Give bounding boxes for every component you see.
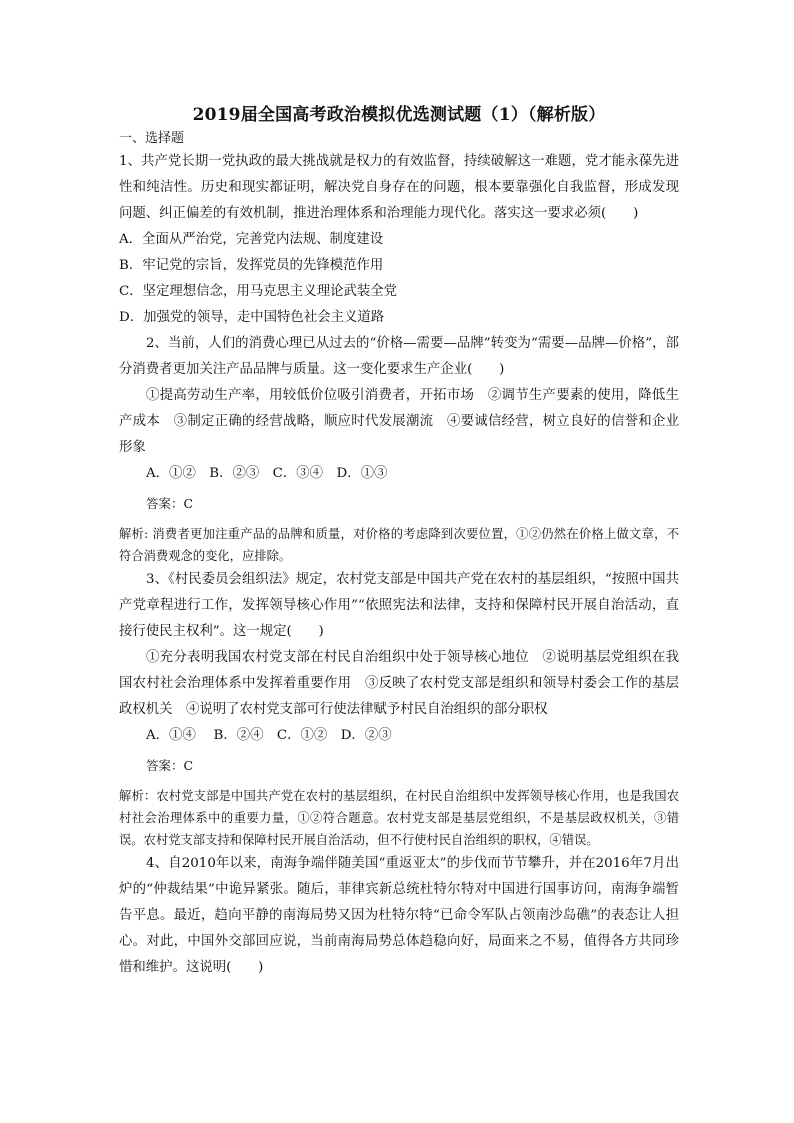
question-3-items: ①充分表明我国农村党支部在村民自治组织中处于领导核心地位 ②说明基层党组织在我国农村社会治理体系中发挥着重要作用 ③反映了农村党支部是组织和领导村委会工作的基层政权机关 ④说明了农村党支部可行使法律赋予村民自治组织的部分职权 [119,650,679,717]
question-2-analysis: 解析: 消费者更加注重产品的品牌和质量，对价格的考虑降到次要位置，①②仍然在价格上做文章，不符合消费观念的变化，应排除。 [119,527,679,563]
question-2-answer: 答案：C [146,496,194,511]
question-2-stem: 2、当前，人们的消费心理已从过去的“价格—需要—品牌”转变为“需要—品牌—价格”，部分消费者更加关注产品品牌与质量。这一变化要求生产企业( ) [119,336,679,377]
question-4-stem: 4、自2010年以来，南海争端伴随美国“重返亚太”的步伐而节节攀升，并在2016年7月出炉的“仲裁结果”中诡异紧张。随后，菲律宾新总统杜特尔特对中国进行国事访问，南海争端暂告平息。最近，趋向平静的南海局势又因为杜特尔特“已命令军队占领南沙岛礁”的表态让人担心。对此，中国外交部回应说，当前南海局势总体趋稳向好，局面来之不易，值得各方共同珍惜和维护。这说明( ) [119,856,679,975]
question-1-option-a: A．全面从严治党，完善党内法规、制度建设 [119,232,384,247]
question-1-option-b: B．牢记党的宗旨，发挥党员的先锋模范作用 [119,258,384,273]
question-2-choices: A．①② B．②③ C．③④ D．①③ [146,466,388,481]
question-3-analysis: 解析：农村党支部是中国共产党在农村的基层组织，在村民自治组织中发挥领导核心作用，也是我国农村社会治理体系中的重要力量，①②符合题意。农村党支部是基层党组织，不是基层政权机关，③错误。农村党支部支持和保障村民开展自治活动，但不行使村民自治组织的职权，④错误。 [119,789,679,847]
question-3-answer: 答案：C [146,758,194,773]
section-heading: 一、选择题 [119,131,185,146]
question-2-items: ①提高劳动生产率，用较低价位吸引消费者，开拓市场 ②调节生产要素的使用，降低生产成本 ③制定正确的经营战略，顺应时代发展潮流 ④要诚信经营，树立良好的信誉和企业形象 [119,388,679,455]
document-title: 2019届全国高考政治模拟优选测试题（1）（解析版） [192,105,606,125]
question-1-option-c: C．坚定理想信念，用马克思主义理论武装全党 [119,284,398,299]
question-1-stem: 1、共产党长期一党执政的最大挑战就是权力的有效监督，持续破解这一难题，党才能永葆先进性和纯洁性。历史和现实都证明，解决党自身存在的问题，根本要靠强化自我监督，形成发现问题、纠正偏差的有效机制，推进治理体系和治理能力现代化。落实这一要求必须( ) [119,154,679,221]
question-1-option-d: D．加强党的领导，走中国特色社会主义道路 [119,310,385,325]
document-page [119,100,679,981]
question-3-stem: 3、《村民委员会组织法》规定，农村党支部是中国共产党在农村的基层组织，“按照中国共产党章程进行工作，发挥领导核心作用”“依照宪法和法律，支持和保障村民开展自治活动，直接行使民主权利”。这一规定( ) [119,572,679,639]
question-3-choices: A．①④ B．②④ C．①② D．②③ [146,728,392,743]
